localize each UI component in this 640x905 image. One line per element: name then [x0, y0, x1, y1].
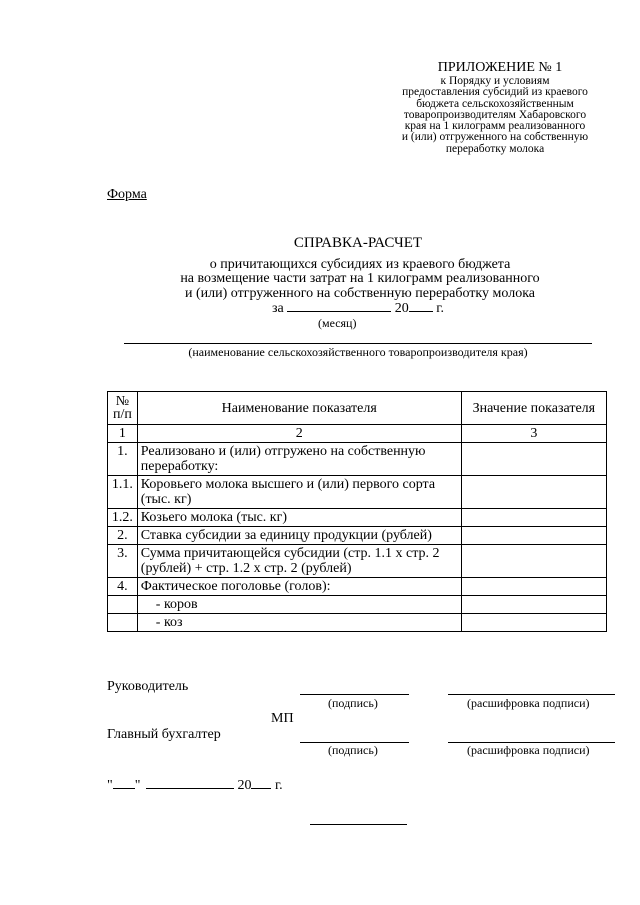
head-decoding-blank[interactable]	[448, 694, 615, 695]
footer-rule	[310, 824, 407, 825]
period-line	[0, 297, 640, 317]
stamp-label: МП	[271, 711, 294, 726]
date-line	[107, 775, 283, 794]
appendix-title: ПРИЛОЖЕНИЕ № 1	[437, 60, 563, 75]
row-number: 1.1.	[108, 476, 138, 509]
column-number: 1	[108, 425, 138, 443]
column-number-row	[108, 425, 607, 443]
appendix-reference	[382, 76, 608, 155]
row-name: Реализовано и (или) отгружено на собственную переработку:	[137, 443, 461, 476]
row-number: 1.	[108, 443, 138, 476]
row-value-cell[interactable]	[461, 545, 606, 578]
producer-caption: (наименование сельскохозяйственного товаропроизводителя края)	[188, 345, 528, 359]
appendix-line: к Порядку и условиям	[440, 75, 550, 87]
period-suffix: г.	[436, 301, 444, 316]
month-caption: (месяц)	[318, 316, 357, 330]
appendix-line: переработку молока	[445, 142, 545, 155]
row-value-cell[interactable]	[461, 527, 606, 545]
producer-name-blank[interactable]	[124, 343, 592, 344]
table-row	[108, 509, 607, 527]
row-name: - коров	[137, 596, 461, 614]
head-signature-blank[interactable]	[300, 694, 409, 695]
row-number: 2.	[108, 527, 138, 545]
decoding-caption: (расшифровка подписи)	[467, 743, 590, 757]
appendix-line: и (или) отгруженного на собственную	[401, 131, 589, 144]
document-title: СПРАВКА-РАСЧЕТ	[293, 235, 423, 251]
table-row	[108, 527, 607, 545]
row-value-cell[interactable]	[461, 596, 606, 614]
head-label: Руководитель	[107, 679, 189, 694]
month-blank[interactable]	[287, 297, 391, 312]
table-row	[108, 443, 607, 476]
row-name: Коровьего молока высшего и (или) первого сорта (тыс. кг)	[137, 476, 461, 509]
period-prefix: за	[272, 301, 284, 316]
day-blank[interactable]	[113, 775, 135, 789]
column-number: 3	[461, 425, 606, 443]
table-row	[108, 614, 607, 632]
form-label: Форма	[107, 187, 147, 202]
date-year-blank[interactable]	[251, 775, 271, 789]
date-quote-open: "	[107, 778, 113, 793]
document-subtitle	[0, 258, 640, 301]
table-row	[108, 578, 607, 596]
date-quote-close: "	[134, 778, 141, 793]
row-value-cell[interactable]	[461, 614, 606, 632]
accountant-label: Главный бухгалтер	[107, 727, 221, 742]
row-name: Ставка субсидии за единицу продукции (рублей)	[137, 527, 461, 545]
row-name: Фактическое поголовье (голов):	[137, 578, 461, 596]
date-month-blank[interactable]	[146, 775, 234, 789]
row-number	[108, 596, 138, 614]
table-header-row	[108, 392, 607, 425]
row-value-cell[interactable]	[461, 578, 606, 596]
decoding-caption: (расшифровка подписи)	[467, 696, 590, 710]
row-number: 4.	[108, 578, 138, 596]
row-number: 1.2.	[108, 509, 138, 527]
header-name: Наименование показателя	[137, 392, 461, 425]
column-number: 2	[137, 425, 461, 443]
row-value-cell[interactable]	[461, 476, 606, 509]
calculation-table	[107, 391, 607, 632]
row-number: 3.	[108, 545, 138, 578]
date-year: 20	[237, 778, 252, 793]
header-number: № п/п	[108, 392, 138, 425]
table-row	[108, 476, 607, 509]
year-blank[interactable]	[409, 297, 433, 312]
header-value: Значение показателя	[461, 392, 606, 425]
appendix-line: края на 1 килограмм реализованного	[404, 120, 586, 133]
row-value-cell[interactable]	[461, 509, 606, 527]
subtitle-line: на возмещение части затрат на 1 килограмм реализованного	[180, 271, 540, 287]
table-row	[108, 545, 607, 578]
table-row	[108, 596, 607, 614]
signature-caption: (подпись)	[328, 743, 378, 757]
row-name: Козьего молока (тыс. кг)	[137, 509, 461, 527]
appendix-line: предоставления субсидий из краевого	[402, 86, 588, 99]
appendix-line: бюджета сельскохозяйственным	[416, 97, 574, 110]
row-name: - коз	[137, 614, 461, 632]
row-name: Сумма причитающейся субсидии (стр. 1.1 x стр. 2 (рублей) + стр. 1.2 x стр. 2 (рублей)	[137, 545, 461, 578]
signature-caption: (подпись)	[328, 696, 378, 710]
period-year: 20	[394, 301, 409, 316]
subtitle-line: и (или) отгруженного на собственную переработку молока	[185, 285, 535, 301]
subtitle-line: о причитающихся субсидиях из краевого бюджета	[209, 257, 511, 272]
row-number	[108, 614, 138, 632]
appendix-line: товаропроизводителям Хабаровского	[403, 108, 587, 121]
date-suffix: г.	[274, 778, 283, 793]
row-value-cell[interactable]	[461, 443, 606, 476]
